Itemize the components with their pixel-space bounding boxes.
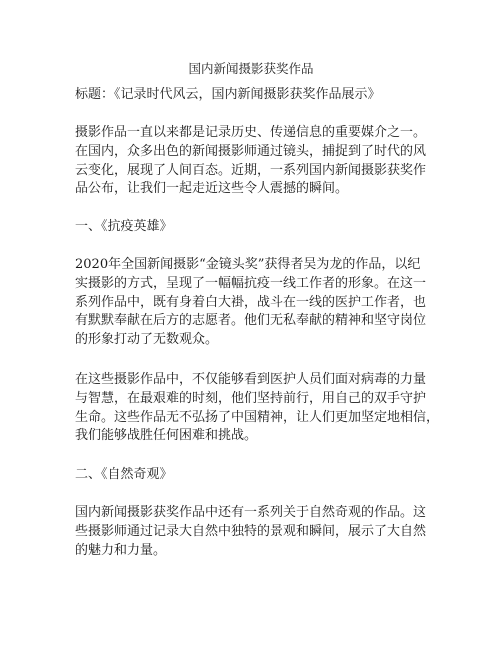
- paragraph-line: 生命。这些作品无不弘扬了中国精神，让人们更加坚定地相信，: [75, 409, 440, 425]
- paragraph-line: 有默默奉献在后方的志愿者。他们无私奉献的精神和坚守岗位: [75, 313, 427, 329]
- document-subtitle: 标题：《记录时代风云，国内新闻摄影获奖作品展示》: [75, 87, 381, 102]
- paragraph-line: 我们能够战胜任何困难和挑战。: [75, 428, 258, 444]
- section2-paragraph-1: [75, 504, 437, 560]
- paragraph-line: 在国内，众多出色的新闻摄影师通过镜头，捕捉到了时代的风: [75, 143, 427, 159]
- paragraph-line: 云变化，展现了人间百态。近期，一系列国内新闻摄影获奖作: [75, 162, 427, 178]
- paragraph-line: 实摄影的方式，呈现了一幅幅抗疫一线工作者的形象。在这一: [75, 275, 427, 291]
- paragraph-line: 摄影作品一直以来都是记录历史、传递信息的重要媒介之一。: [75, 125, 427, 140]
- intro-paragraph: [75, 124, 437, 199]
- paragraph-line: 的形象打动了无数观众。: [75, 332, 219, 348]
- paragraph-line: 与智慧，在最艰难的时刻，他们坚持前行，用自己的双手守护: [75, 390, 427, 406]
- section1-paragraph-2: [75, 371, 440, 446]
- section1-paragraph-1: [75, 256, 437, 350]
- paragraph-line: 品公布，让我们一起走近这些令人震撼的瞬间。: [75, 181, 349, 197]
- paragraph-line: 在这些摄影作品中，不仅能够看到医护人员们面对病毒的力量: [75, 372, 427, 387]
- section-heading-1: 一、《抗疫英雄》: [75, 219, 173, 234]
- paragraph-line: 国内新闻摄影获奖作品中还有一系列关于自然奇观的作品。这: [75, 505, 427, 520]
- document-title: 国内新闻摄影获奖作品: [188, 61, 314, 76]
- paragraph-line: 系列作品中，既有身着白大褂，战斗在一线的医护工作者，也: [75, 294, 427, 310]
- paragraph-line: 的魅力和力量。: [75, 542, 167, 558]
- paragraph-line: 2020年全国新闻摄影“金镜头奖”获得者吴为龙的作品，以纪: [75, 257, 421, 272]
- paragraph-line: 些摄影师通过记录大自然中独特的景观和瞬间，展示了大自然: [75, 523, 427, 539]
- section-heading-2: 二、《自然奇观》: [75, 467, 173, 482]
